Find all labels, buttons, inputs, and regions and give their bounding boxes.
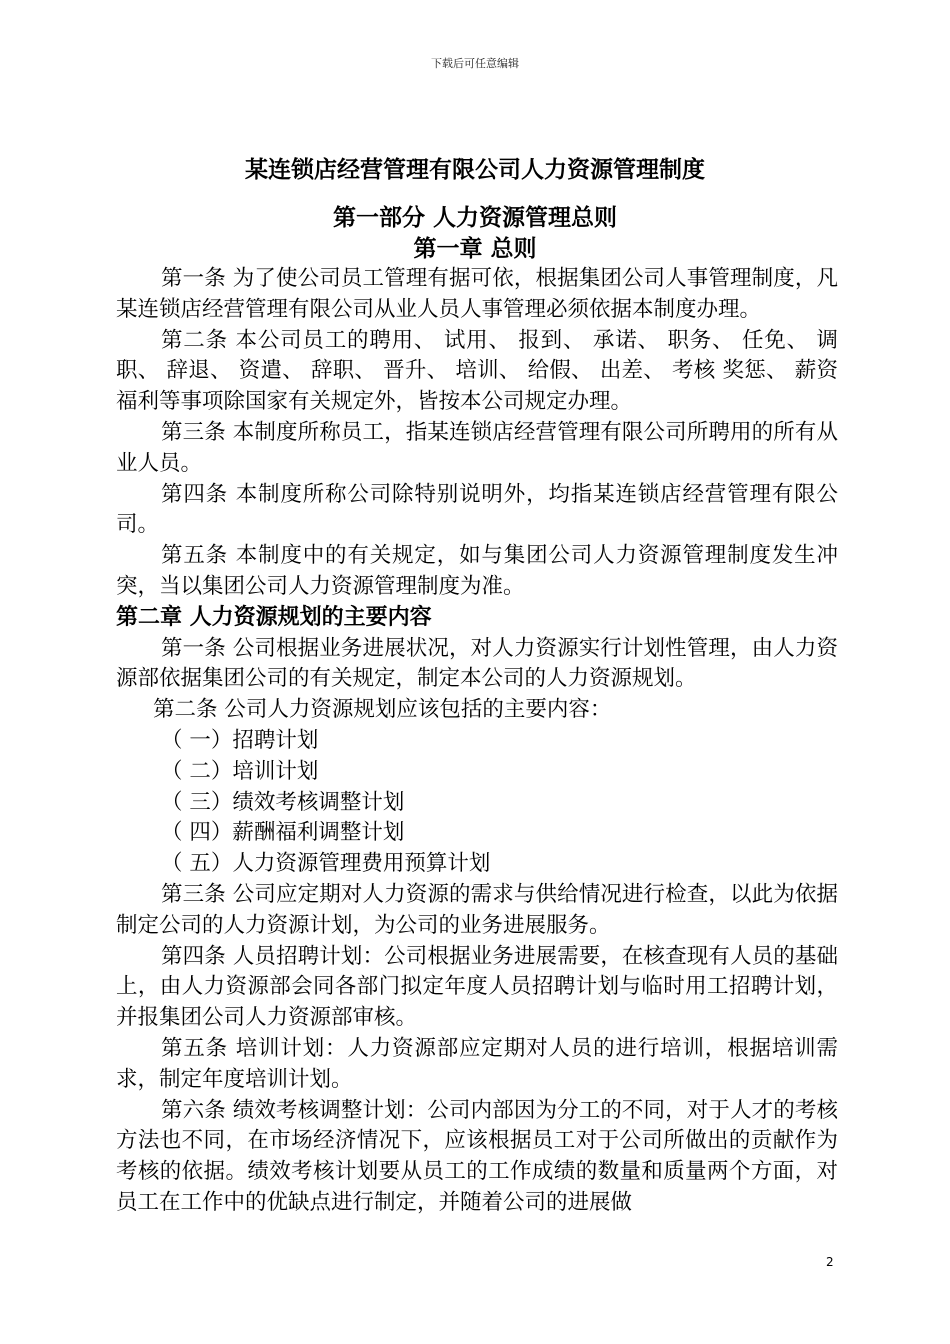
plan-list-item: （ 一）招聘计划 [161, 727, 319, 753]
chapter-1-title: 第一章 总则 [413, 236, 537, 262]
plan-list-item: （ 五）人力资源管理费用预算计划 [161, 851, 491, 877]
chapter-1-article-5: 第五条 本制度中的有关规定，如与集团公司人力资源管理制度发生冲突，当以集团公司人力资源管理制度为准。 [116, 543, 838, 599]
chapter-2-article-1: 第一条 公司根据业务进展状况，对人力资源实行计划性管理，由人力资源部依据集团公司的有关规定，制定本公司的人力资源规划。 [116, 635, 838, 692]
chapter-2-title: 第二章 人力资源规划的主要内容 [116, 604, 432, 630]
chapter-2-article-5: 第五条 培训计划：人力资源部应定期对人员的进行培训，根据培训需求，制定年度培训计划。 [116, 1035, 838, 1092]
header-note: 下载后可任意编辑 [431, 57, 519, 70]
page-number: 2 [826, 1255, 834, 1269]
chapter-2-article-3: 第三条 公司应定期对人力资源的需求与供给情况进行检查，以此为依据制定公司的人力资源计划，为公司的业务进展服务。 [116, 881, 838, 938]
chapter-1-article-1: 第一条 为了使公司员工管理有据可依，根据集团公司人事管理制度，凡某连锁店经营管理有限公司从业人员人事管理必须依据本制度办理。 [116, 266, 838, 322]
chapter-1-article-4: 第四条 本制度所称公司除特别说明外，均指某连锁店经营管理有限公司。 [116, 481, 838, 538]
chapter-1-article-3: 第三条 本制度所称员工，指某连锁店经营管理有限公司所聘用的所有从业人员。 [116, 419, 838, 476]
plan-list-item: （ 二）培训计划 [161, 758, 319, 784]
part-title: 第一部分 人力资源管理总则 [332, 205, 617, 231]
plan-list-item: （ 四）薪酬福利调整计划 [161, 820, 405, 846]
document-title: 某连锁店经营管理有限公司人力资源管理制度 [245, 157, 705, 183]
chapter-1-article-2: 第二条 本公司员工的聘用、 试用、 报到、 承诺、 职务、 任免、 调职、 辞退、 资遣、 辞职、 晋升、 培训、 给假、 出差、 考核 奖惩、 薪资福利等事项除国家有关规定外，皆按本公司规定办理。 [116, 327, 838, 415]
document-body [116, 264, 838, 1219]
chapter-2-article-6: 第六条 绩效考核调整计划：公司内部因为分工的不同，对于人才的考核方法也不同，在市场经济情况下，应该根据员工对于公司所做出的贡献作为考核的依据。绩效考核计划要从员工的工作成绩的数量和质量两个方面，对员工在工作中的优缺点进行制定，并随着公司的进展做 [116, 1097, 838, 1215]
chapter-2-article-2: 第二条 公司人力资源规划应该包括的主要内容： [153, 697, 612, 723]
plan-list-item: （ 三）绩效考核调整计划 [161, 789, 405, 815]
chapter-2-article-4: 第四条 人员招聘计划：公司根据业务进展需要，在核查现有人员的基础上，由人力资源部会同各部门拟定年度人员招聘计划与临时用工招聘计划，并报集团公司人力资源部审核。 [116, 943, 838, 1031]
